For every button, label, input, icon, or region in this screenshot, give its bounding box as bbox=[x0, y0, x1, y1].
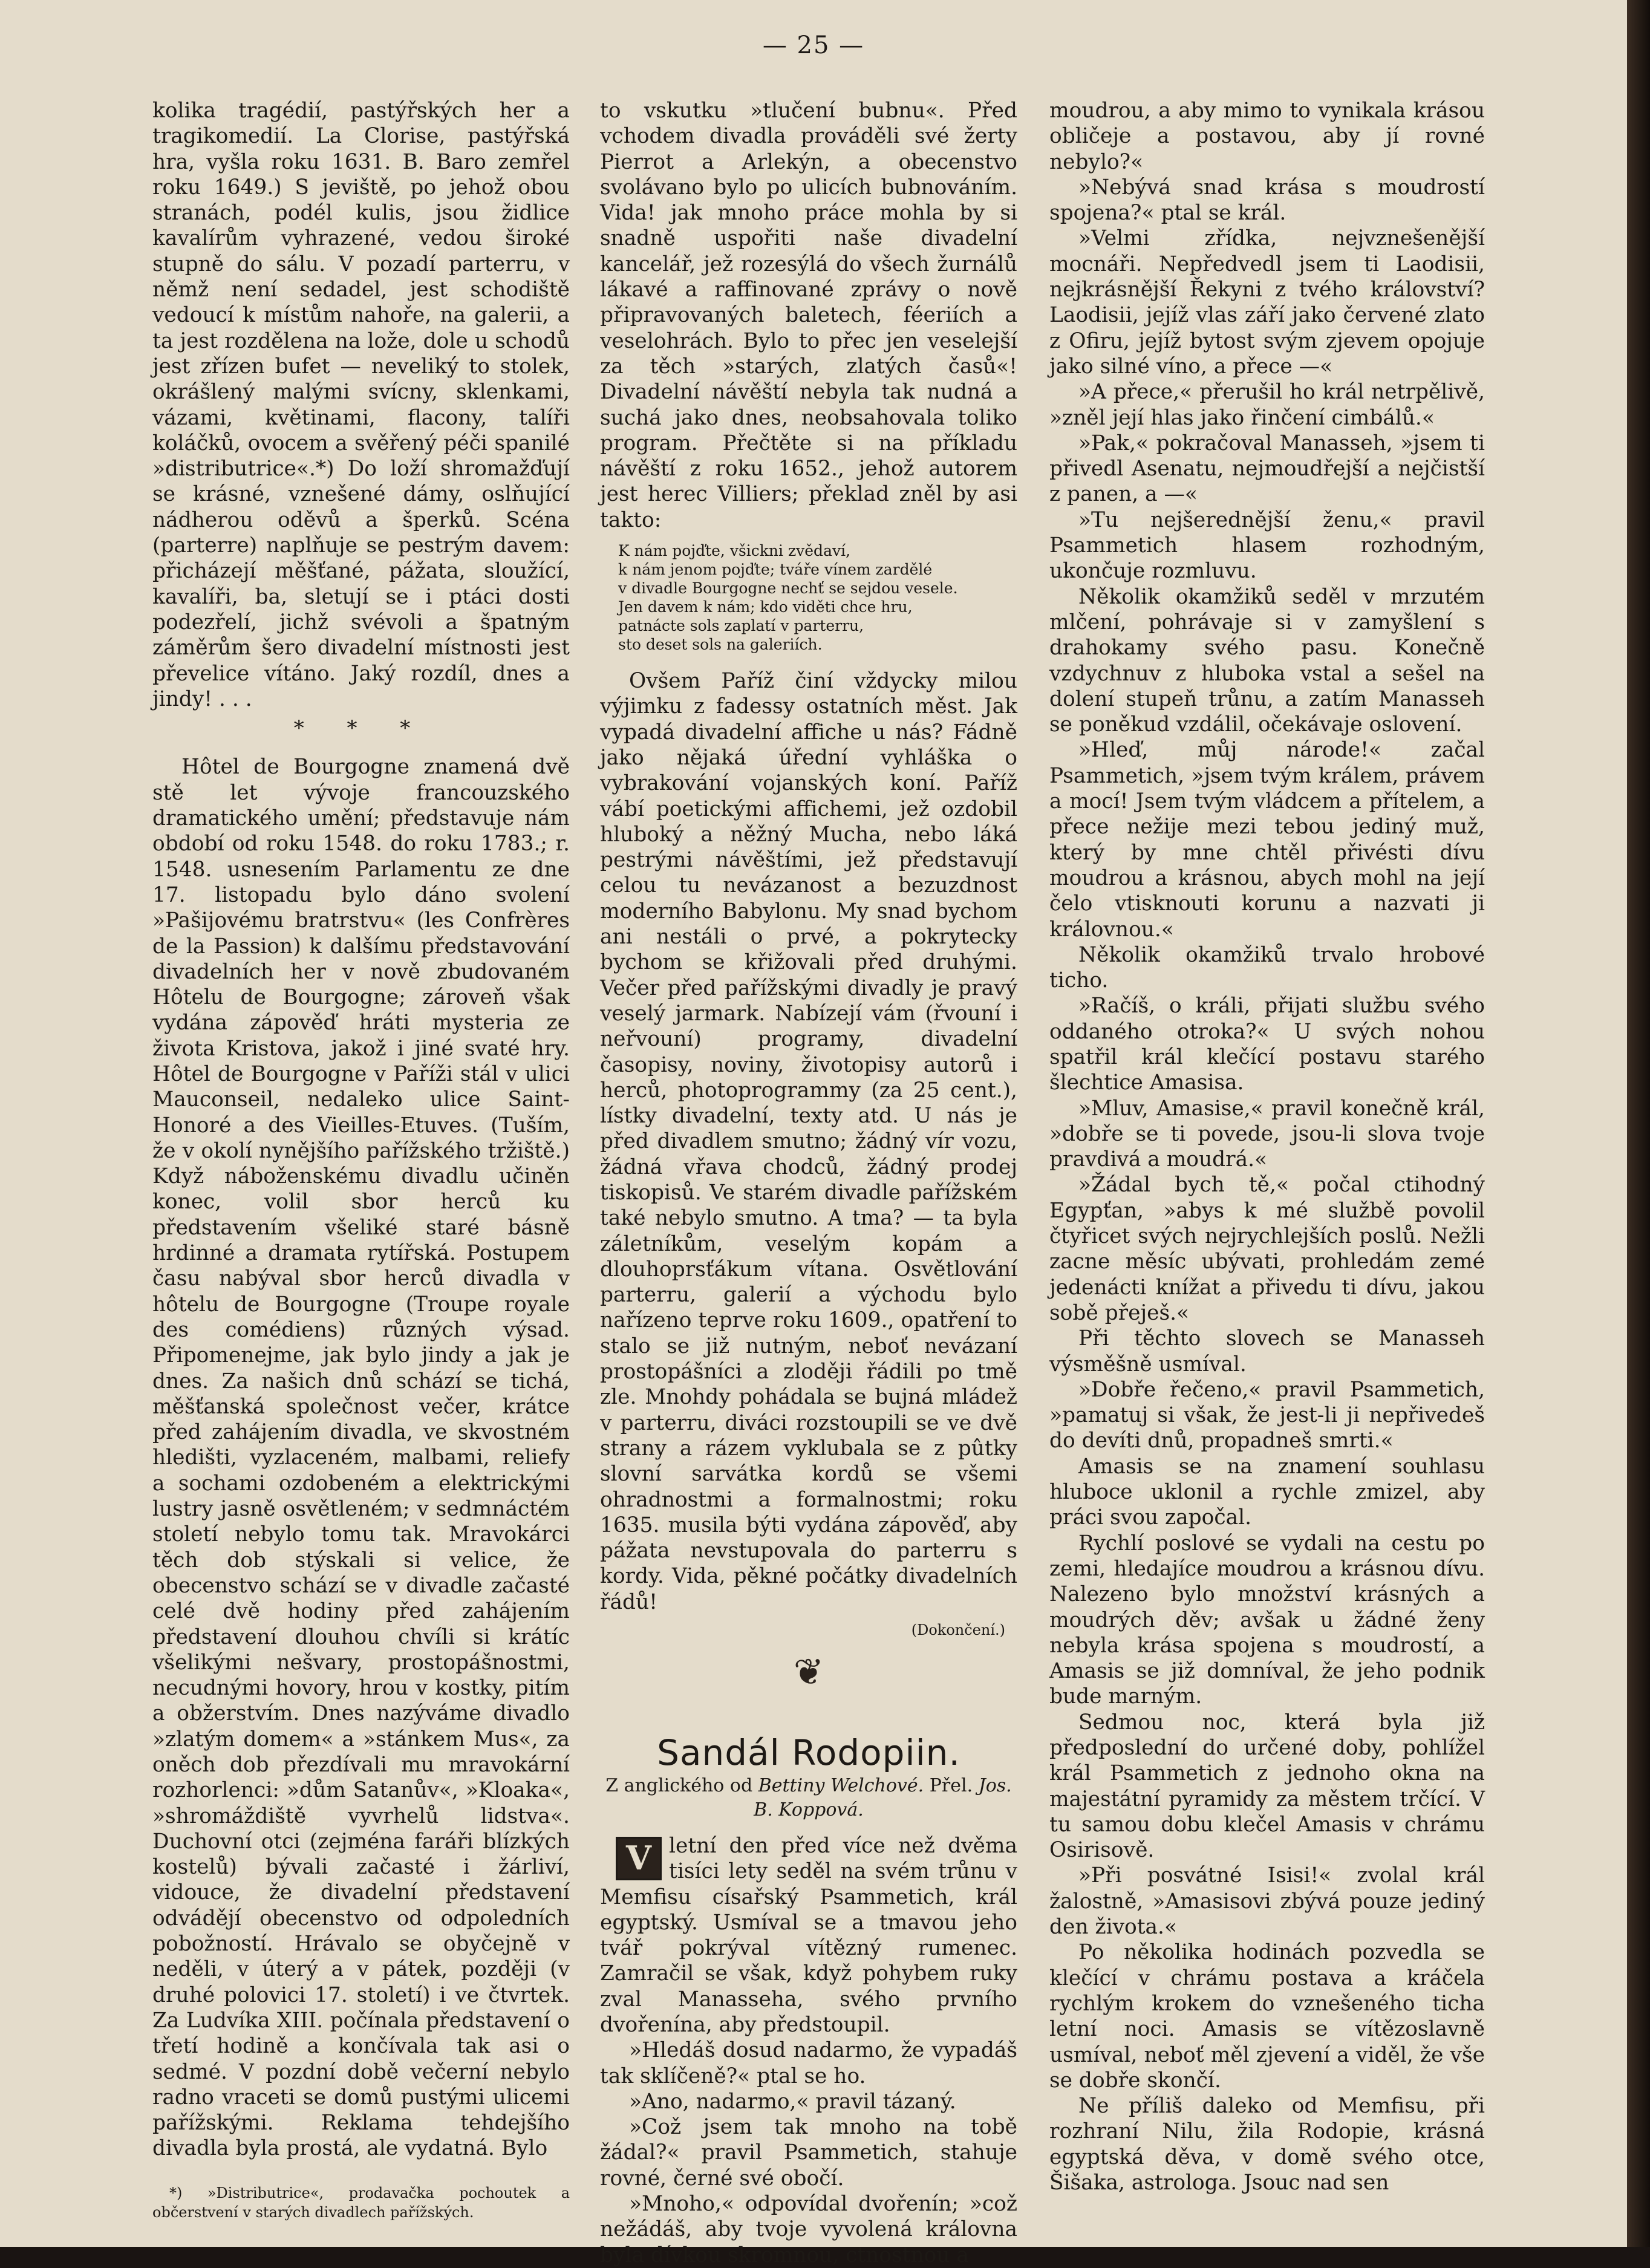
paragraph: »Tu nejšerednější ženu,« pravil Psammetich hlasem rozhodným, ukončuje rozmluvu. bbox=[1049, 507, 1485, 584]
paragraph: »Ano, nadarmo,« pravil tázaný. bbox=[629, 2089, 956, 2114]
verse-line: patnácte sols zaplatí v parterru, bbox=[618, 617, 864, 635]
paragraph: kolika tragédií, pastýřských her a tragikomedií. La Clorise, pastýřská hra, vyšla roku 1631. B. Baro zemřel roku 1649.) S jeviště, po jehož obou stranách, podél kulis, jsou židlice kavalírům vyhrazené, vedou široké stupně do sálu. V pozadí parterru, v němž není sedadel, jest schodiště vedoucí k místům nahoře, na galerii, a ta jest rozdělena na lože, dole u schodů jest zřízen bufet — neveliký to stolek, okrášlený malými svícny, sklenkami, vázami, květinami, flacony, talíři koláčků, ovocem a svěřený péči spanilé »distributrice«.*) Do loží shromažďují se krásné, vznešené dámy, oslňující nádherou oděvů a šperků. Scéna (parterre) naplňuje se pestrým davem: přicházejí měšťané, pážata, sloužící, kavalíři, ba, sletují se i ptáci dosti podezřelí, jichž svévoli a špatným záměrům šero divadelní místnosti jest převelice vítáno. Jaký rozdíl, dnes a jindy! . . . bbox=[152, 99, 570, 711]
paragraph: »Při posvátné Isisi!« zvolal král žalostně, »Amasisovi zbývá pouze jediný den života.« bbox=[1049, 1863, 1485, 1940]
byline-translated-by: Přel. bbox=[929, 1774, 973, 1796]
paragraph: »Velmi zřídka, nejvznešenější mocnáři. Nepředvedl jsem ti Laodisii, nejkrásnější Řekyni z tvého království? Laodisii, jejíž vlas září jako červené zlato z Ofiru, jejíž bytost svým zjevem opojuje jako silné víno, a přece —« bbox=[1049, 226, 1485, 379]
paragraph bbox=[600, 1833, 1017, 2038]
drop-cap: V bbox=[616, 1837, 662, 1880]
paragraph: »Pak,« pokračoval Manasseh, »jsem ti přivedl Asenatu, nejmoudřejší a nejčistší z panen, a —« bbox=[1049, 431, 1485, 507]
byline-prefix: Z anglického od bbox=[605, 1774, 753, 1796]
paragraph: »Hledáš dosud nadarmo, že vypadáš tak sklíčeně?« ptal se ho. bbox=[600, 2038, 1017, 2088]
paragraph: Sedmou noc, která byla již předposlední do určené doby, pohlížel král Psammetich z jednoho okna na majestátní pyramidy za městem trčící. V tu samou dobu klečel Amasis v chrámu Osirisově. bbox=[1049, 1710, 1485, 1863]
story-byline bbox=[600, 1774, 1017, 1822]
paragraph-text: letní den před více než dvěma tisíci lety seděl na svém trůnu v Memfisu císařský Psammetich, král egyptský. Usmíval se a tmavou jeho tvář pokrýval vítězný rumenec. Zamračil se však, když pohybem ruky zval Manasseha, svého prvního dvořenína, aby předstoupil. bbox=[600, 1833, 1017, 2037]
verse-line: K nám pojďte, všickni zvědaví, bbox=[618, 542, 851, 560]
paragraph: »Dobře řečeno,« pravil Psammetich, »pamatuj si však, že jest-li ji nepřivedeš do devíti dnů, propadneš smrti.« bbox=[1049, 1377, 1485, 1453]
paragraph: »Mnoho,« odpovídal dvořenín; »což nežádáš, aby tvoje vyvolená královna byla dívkou skromnou, ctnostnou a bbox=[600, 2192, 1017, 2267]
paragraph: Po několika hodinách pozvedla se klečící v chrámu postava a kráčela rychlým krokem do vznešeného ticha letní noci. Amasis se vítězoslavně usmíval, neboť měl zjevení a viděl, že vše se dobře skončí. bbox=[1049, 1940, 1485, 2093]
verse-line: k nám jenom pojďte; tváře vínem zardělé bbox=[618, 561, 933, 579]
paragraph: »Hleď, můj národe!« začal Psammetich, »jsem tvým králem, právem a mocí! Jsem tvým vládcem a přítelem, a přece nežije mezi tebou jediný muž, který by mne chtěl přivésti dívu moudrou a krásnou, abych mohl na její čelo vtisknouti korunu a nazvati ji královnou.« bbox=[1049, 738, 1485, 942]
paragraph: moudrou, a aby mimo to vynikala krásou obličeje a postavou, aby jí rovné nebylo?« bbox=[1049, 99, 1485, 174]
paragraph: »Nebývá snad krása s moudrostí spojena?« ptal se král. bbox=[1049, 175, 1485, 226]
column-left bbox=[152, 98, 570, 2222]
verse-line: sto deset sols na galeriích. bbox=[618, 636, 823, 654]
paragraph: »Žádal bych tě,« počal ctihodný Egypťan, »abys k mé službě povolil čtyřicet svých nejrychlejších poslů. Nežli zacne měsíc ubývati, prohledám zemé jedenácti knížat a přivedu ti dívu, jakou sobě přeješ.« bbox=[1049, 1173, 1485, 1325]
paragraph: »A přece,« přerušil ho král netrpělivě, »zněl její hlas jako řinčení cimbálů.« bbox=[1049, 380, 1485, 430]
page-binding-edge bbox=[1627, 0, 1650, 2247]
section-break-asterisks: * * * bbox=[293, 716, 429, 741]
page-number: — 25 — bbox=[762, 31, 865, 59]
byline-author: Bettiny Welchové. bbox=[758, 1774, 924, 1796]
paragraph: »Račíš, o králi, přijati službu svého oddaného otroka?« U svých nohou spatřil král klečící postavu starého šlechtice Amasisa. bbox=[1049, 994, 1485, 1095]
paragraph: Amasis se na znamení souhlasu hluboce uklonil a rychle zmizel, aby práci svou započal. bbox=[1049, 1454, 1485, 1530]
paragraph: Hôtel de Bourgogne znamená dvě stě let vývoje francouzského dramatického umění; představuje nám období od roku 1548. do roku 1783.; r. 1548. usnesením Parlamentu ze dne 17. listopadu bylo dáno svolení »Pašijovému bratrstvu« (les Confrères de la Passion) k dalšímu představování divadelních her v nově zbudovaném Hôtelu de Bourgogne; zároveň však vydána zápověď hráti mysteria ze života Kristova, jakož i jiné svaté hry. Hôtel de Bourgogne v Paříži stál v ulici Mauconseil, nedaleko ulice Saint-Honoré a des Vieilles-Etuves. (Tuším, že v okolí nynějšího pařížského tržiště.) Když náboženskému divadlu učiněn konec, volil sbor herců ku představením všeliké staré básně hrdinné a dramata rytířská. Postupem času nabýval sbor herců divadla v hôtelu de Bourgogne (Troupe royale des comédiens) různých výsad. Připomenejme, jak bylo jindy a jak je dnes. Za našich dnů schází se tichá, měšťanská společnost večer, krátce před zahájením divadla, ve skvostném hledišti, vyzlaceném, malbami, reliefy a sochami ozdobeném a elektrickými lustry jasně osvětleném; v sedmnáctém století nebylo tomu tak. Mravokárci těch dob stýskali si velice, že obecenstvo schází se v divadle začasté celé dvě hodiny před zahájením představení dlouhou chvíli si krátíc všelikými nešvary, prostopášnostmi, necudnými hovory, hrou v kostky, pitím a obžerstvím. Dnes nazýváme divadlo »zlatým domem« a »stánkem Mus«, za oněch dob přezdívali mu mravokární rozhorlenci: »dům Satanův«, »Kloaka«, »shromáždiště vyvrhelů lidstva«. Duchovní otci (zejména faráři blízkých kostelů) bývali začasté i žárliví, vidouce, že divadelní představení odvádějí obecenstvo od odpoledních pobožností. Hrávalo se obyčejně v neděli, v úterý a v pátek, později (v druhé polovici 17. století) i ve čtvrtek. Za Ludvíka XIII. počínala představení o třetí hodině a končívala tak asi o sedmé. V pozdní době večerní nebylo radno vraceti se domů pustými ulicemi pařížskými. Reklama tehdejšího divadla byla prostá, ale vydatná. Bylo bbox=[152, 755, 570, 2161]
paragraph: Několik okamžiků trvalo hrobové ticho. bbox=[1049, 942, 1485, 993]
paragraph: Několik okamžiků seděl v mrzutém mlčení, pohrávaje si v zamyšlení s drahokamy svého pasu. Konečně vzdychnuv z hluboka vstal a sešel na dolení stupeň trůnu, a zatím Manasseh se poněkud vzdálil, očekávaje oslovení. bbox=[1049, 584, 1485, 737]
to-be-concluded-note: (Dokončení.) bbox=[911, 1621, 1005, 1639]
poster-verse bbox=[618, 541, 1017, 654]
story-title: Sandál Rodopiin. bbox=[657, 1732, 960, 1773]
footnote: *) »Distributrice«, prodavačka pochoutek a občerstvení v starých divadlech pařížských. bbox=[152, 2184, 570, 2221]
paragraph: Při těchto slovech se Manasseh výsměšně usmíval. bbox=[1049, 1326, 1485, 1377]
verse-line: Jen davem k nám; kdo viděti chce hru, bbox=[618, 598, 913, 616]
verse-line: v divadle Bourgogne nechť se sejdou vesele. bbox=[618, 579, 958, 598]
paragraph: Ovšem Paříž činí vždycky milou výjimku z fadessy ostatních měst. Jak vypadá divadelní affiche u nás? Fádně jako nějaká úřední vyhláška o vybrakování vojanských koní. Paříž vábí poetickými affichemi, jež ozdobil hluboký a něžný Mucha, nebo láká pestrými návěštími, jež představují celou tu nevázanost a bezuzdnost moderního Babylonu. My snad bychom ani nestáli o prvé, a pokrytecky bychom se křižovali před druhými. Večer před pařížskými divadly je pravý veselý jarmark. Nabízejí vám (řvouní i neřvouní) programy, divadelní časopisy, noviny, životopisy autorů i herců, photoprogrammy (za 25 cent.), lístky divadelní, texty atd. U nás je před divadlem smutno; žádný vír vozu, žádná vřava chodců, žádný prodej tiskopisů. Ve starém divadle pařížském také nebylo smutno. A tma? — ta byla záletníkům, veselým kopám a dlouhoprsťákum vítana. Osvětlování parterru, galerií a východu bylo nařízeno teprve roku 1609., opatření to stalo se již nutným, neboť nevázaní prostopášníci a zloději řádili po tmě zle. Mnohdy pohádala se bujná mládež v parterru, diváci rozstoupili se ve dvě strany a rázem vyklubala se z pûtky slovní sarvátka kordů se všemi ohradnostmi a formalnostmi; roku 1635. musila býti vydána zápověď, aby pážata nevstupovala do parterru s kordy. Vida, pěkné počátky divadelních řádů! bbox=[600, 669, 1017, 1614]
paragraph: Rychlí poslové se vydali na cestu po zemi, hledajíce moudrou a krásnou dívu. Nalezeno bylo množství krásných a moudrých děv; avšak u žádné ženy nebyla krása spojena s moudrostí, a Amasis se již domníval, že jeho podnik bude marným. bbox=[1049, 1531, 1485, 1709]
paragraph: »Což jsem tak mnoho na tobě žádal?« pravil Psammetich, stahuje rovné, černé své obočí. bbox=[600, 2115, 1017, 2191]
paragraph: to vskutku »tlučení bubnu«. Před vchodem divadla prováděli své žerty Pierrot a Arlekýn, a obecenstvo svolávano bylo po ulicích bubnováním. Vida! jak mnoho práce mohla by si snadně uspořiti naše divadelní kancelář, jež rozesýlá do všech žurnálů lákavé a raffinované zprávy o nově připravovaných baletech, féeriích a veselohrách. Bylo to přec jen veselejší za těch »starých, zlatých časů«! Divadelní návěští nebyla tak nudná a suchá jako dnes, neobsahovala toliko program. Přečtěte si na příkladu návěští z roku 1652., jehož autorem jest herec Villiers; překlad zněl by asi takto: bbox=[600, 99, 1017, 532]
paragraph: Ne příliš daleko od Memfisu, při rozhraní Nilu, žila Rodopie, krásná egyptská děva, v domě svého otce, Šišaka, astrologa. Jsouc nad sen bbox=[1049, 2094, 1485, 2195]
column-middle bbox=[600, 98, 1017, 2268]
column-right bbox=[1049, 98, 1485, 2195]
ornament-icon: ❦ bbox=[793, 1651, 824, 1694]
byline-translator: Jos. B. Koppová. bbox=[754, 1774, 1012, 1820]
paragraph: »Mluv, Amasise,« pravil konečně král, »dobře se ti povede, jsou-li slova tvoje pravdivá a moudrá.« bbox=[1049, 1096, 1485, 1172]
